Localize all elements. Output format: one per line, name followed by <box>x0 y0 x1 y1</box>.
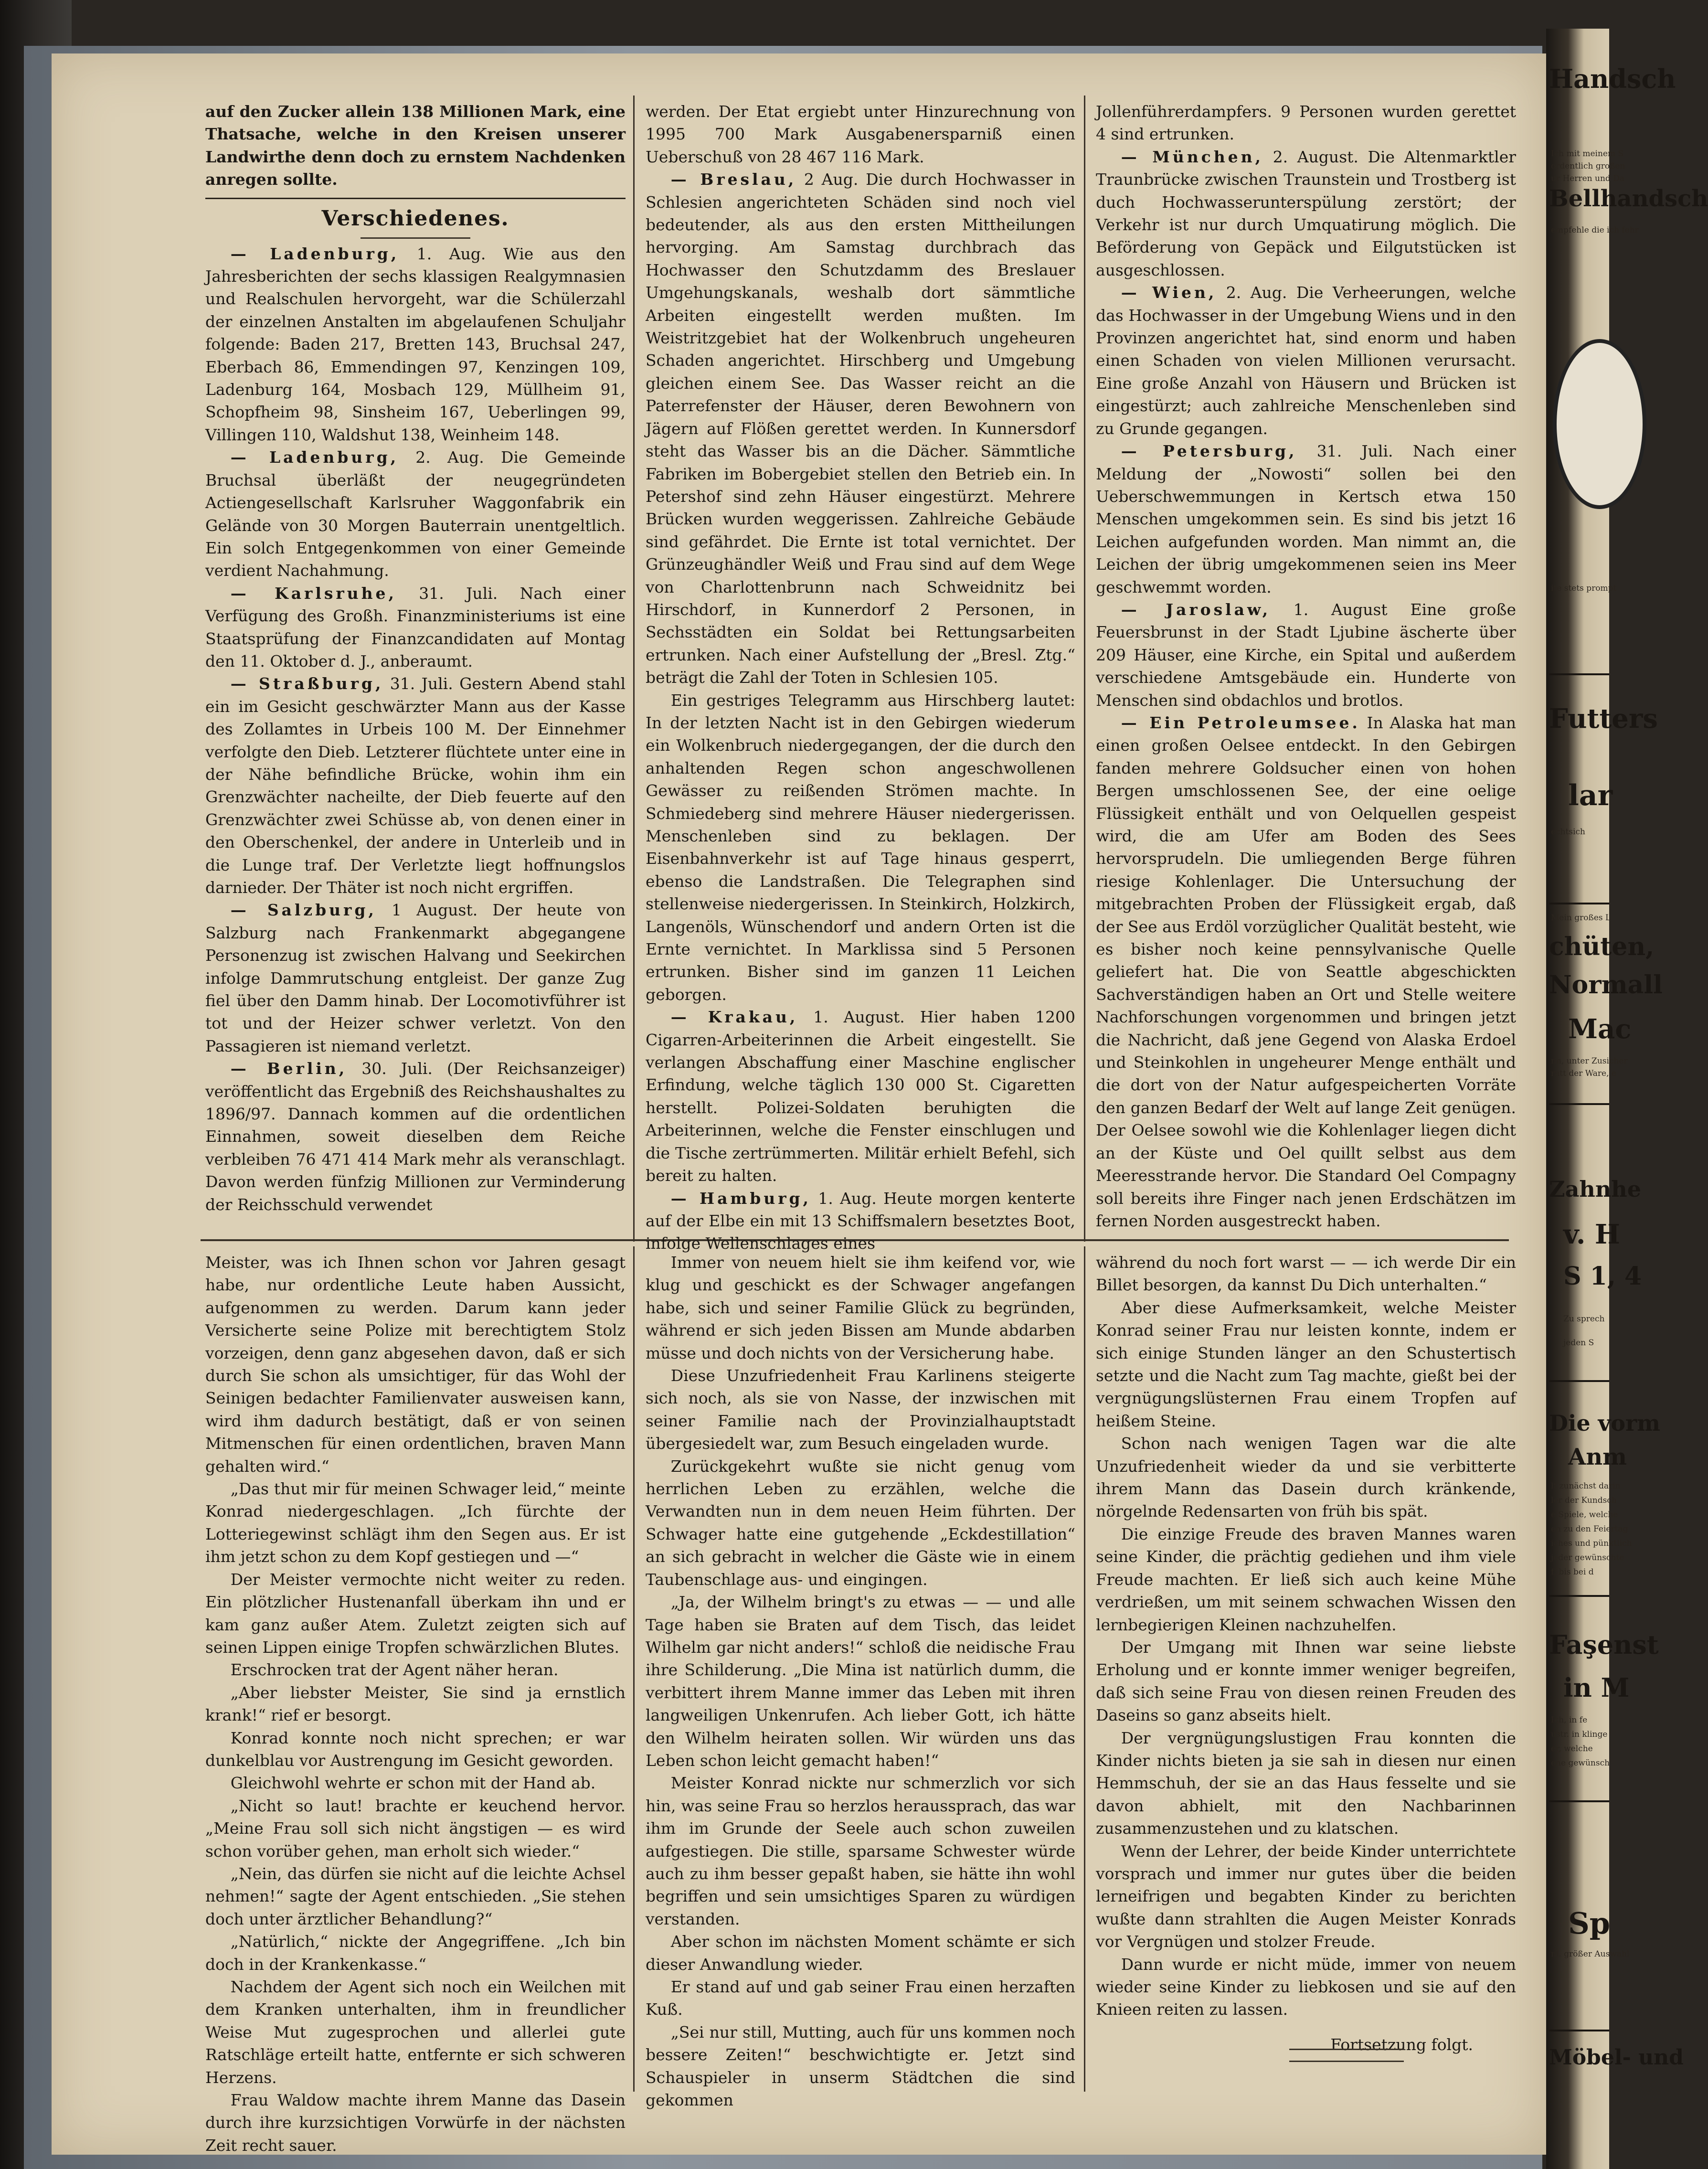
ad-heading: Sp <box>1568 1906 1611 1941</box>
dateline: — München, <box>1121 147 1263 166</box>
paragraph <box>646 168 1075 689</box>
story-column-3 <box>1096 1251 1516 2092</box>
paragraph-text: Jollenführerdampfers. 9 Personen wurden gerettet 4 sind ertrunken. <box>1096 102 1516 144</box>
paragraph-text: 1. Aug. Heute morgen kenterte auf der Elbe ein mit 13 Schiffsmalern besetztes Boot, infolge Wellenschlages eines <box>646 1189 1075 1253</box>
paragraph-text: Aber diese Aufmerksamkeit, welche Meister Konrad seiner Frau nur leisten konnte, indem er sich einige Stunden länger an den Schustertisch setzte und die Nacht zum Tag machte, gießt bei der vergnügungslüsternen Frau einem Tropfen auf heißem Steine. <box>1096 1298 1516 1430</box>
news-column-2 <box>646 100 1075 1253</box>
paragraph <box>1096 1432 1516 1523</box>
ad-text: jeden S <box>1563 1338 1594 1348</box>
paragraph-text: während du noch fort warst — — ich werde Dir ein Billet besorgen, da kannst Du Dich unterhalten.“ <box>1096 1253 1516 1295</box>
paragraph-text: Frau Waldow machte ihrem Manne das Dasein durch ihre kurzsichtigen Vorwürfe in der nächsten Zeit recht sauer. <box>205 2091 626 2155</box>
ad-heading: Mac <box>1568 1013 1632 1045</box>
ad-heading: Futters <box>1549 703 1658 734</box>
paragraph <box>205 1251 626 1478</box>
ad-text: Zu sprech <box>1563 1314 1605 1324</box>
story-column-1 <box>205 1251 626 2155</box>
paragraph <box>646 1251 1075 1364</box>
paragraph-text: Konrad konnte noch nicht sprechen; er war dunkelblau vor Austrengung im Gesicht geworden. <box>205 1728 626 1770</box>
ad-text: ustr. in klinge <box>1551 1730 1608 1739</box>
paragraph <box>205 446 626 582</box>
paragraph-text: „Sei nur still, Mutting, auch für uns kommen noch bessere Zeiten!“ beschwichtigte er. Jetzt sind Schauspieler in unserm Städtchen die sind gekommen <box>646 2022 1075 2110</box>
paragraph-text: 2 Aug. Die durch Hochwasser in Schlesien angerichteten Schäden sind noch viel bedeutender, als aus den ersten Mittheilungen hervorging. Am Samstag durchbrach das Hochwasser den Schutzdamm des Breslauer Umgehungskanals, weshalb dort sämmtliche Arbeiten eingestellt werden mußten. Im Weistritzgebiet hat der Wolkenbruch ungeheuren Schaden angerichtet. Hirschberg und Umgebung gleichen einem See. Das Wasser reicht an die Paterrefenster der Häuser, deren Bewohnern von Jägern auf Flößen gerettet werden. In Kunnersdorf steht das Wasser bis an die Dächer. Sämmtliche Fabriken im Bobergebiet stellen den Betrieb ein. In Petershof sind zehn Häuser eingestürzt. Mehrere Brücken wurden weggerissen. Zahlreiche Gebäude sind gefährdet. Die Ernte ist total vernichtet. Der Grünzeughändler Weiß und Frau sind auf dem Wege von Charlottenbrunn nach Schweidnitz bei Hirschdorf, in Kunnerdorf 2 Personen, in Sechsstädten ein Soldat bei Rettungsarbeiten ertrunken. Nach einer Aufstellung der „Bresl. Ztg.“ beträgt die Zahl der Toten in Schlesien 105. <box>646 170 1075 687</box>
paragraph <box>205 1568 626 1659</box>
section-title: Verschiedenes. <box>321 206 509 231</box>
paragraph-text: 2. August. Die Altenmarktler Traunbrücke zwischen Traunstein und Trostberg ist duch Hochwasserunterspülung zerstört; der Verkehr ist nur durch Umquatirung möglich. Die Beförderung von Gepäck und Eilgutstücken ist ausgeschlossen. <box>1096 147 1517 279</box>
ad-text: Mein großes L <box>1551 913 1611 923</box>
dateline: — Salzburg, <box>230 901 377 920</box>
paragraph-text: Zurückgekehrt wußte sie nicht genug vom herrlichen Leben zu erzählen, welche die Verwandten nun in dem neuen Heim führten. Der Schwager hatte eine gutgehende „Eckdestillation“ an sich gebracht in welcher die Gäste wie in einem Taubenschlage aus- und eingingen. <box>646 1457 1075 1589</box>
paragraph-text: „Natürlich,“ nickte der Angegriffene. „Ich bin doch in der Krankenkasse.“ <box>205 1932 626 1974</box>
ad-border <box>1549 1595 1609 1597</box>
paragraph <box>205 582 626 673</box>
paragraph-text: Der vergnügungslustigen Frau konnten die Kinder nichts bieten ja sie sah in diesen nur einen Hemmschuh, der sie an das Haus fesselte und sie davon abhielt, mit den Nachbarinnen zusammenzustehen und zu klatschen. <box>1096 1728 1516 1838</box>
ad-text: Ich, in fe <box>1551 1715 1588 1725</box>
ad-text: ni. größer Auswahl <box>1551 1949 1630 1959</box>
paragraph <box>1096 146 1516 281</box>
paragraph-text: 1 August. Der heute von Salzburg nach Frankenmarkt abgegangene Personenzug ist zwischen Halvang und Seekirchen infolge Dammrutschung entgleist. Der ganze Zug fiel über den Damm hinab. Der Locomotivführer ist tot und der Heizer schwer verletzt. Von den Passagieren ist niemand verletzt. <box>205 901 626 1055</box>
ad-text: en zu den Feiertag <box>1551 1524 1628 1534</box>
paragraph-text: auf den Zucker allein 138 Millionen Mark, eine Thatsache, welche in den Kreisen unserer Landwirthe denn doch zu ernstem Nachdenken anregen sollte. <box>205 102 626 189</box>
paragraph-text: „Aber liebster Meister, Sie sind ja ernstlich krank!“ rief er besorgt. <box>205 1683 626 1725</box>
dateline: — Ladenburg, <box>230 448 399 467</box>
section-rule <box>205 198 626 199</box>
news-column-3 <box>1096 100 1516 1237</box>
paragraph <box>1096 1727 1516 1840</box>
paragraph <box>646 1772 1075 1930</box>
paragraph-text: 2. Aug. Die Gemeinde Bruchsal überläßt der neugegründeten Actiengesellschaft Karlsruher Waggonfabrik ein Gelände von 30 Morgen Bauterrain unentgeltlich. Ein solch Entgegenkommen von einer Gemeinde verdient Nachahmung. <box>205 448 626 580</box>
ad-text: iches und pünktlich <box>1551 1539 1632 1548</box>
paragraph <box>1096 1636 1516 1727</box>
paragraph <box>646 1976 1075 2021</box>
paragraph <box>1096 1523 1516 1636</box>
adjacent-page-strip <box>1549 53 1708 2169</box>
paragraph <box>205 899 626 1057</box>
paragraph-text: 30. Juli. (Der Reichsanzeiger) veröffentlicht das Ergebniß des Reichshaushaltes zu 1896/97. Dannach kommen auf die ordentlichen Einnahmen, soweit dieselben dem Reiche verbleiben 76 471 414 Mark mehr als veranschlagt. Davon werden fünfzig Millionen zur Verminderung der Reichsschuld verwendet <box>205 1059 626 1214</box>
paragraph <box>205 1976 626 2089</box>
paragraph-text: 31. Juli. Nach einer Meldung der „Nowosti“ sollen bei den Ueberschwemmungen in Kertsch etwa 150 Menschen umgekommen sein. Es sind bis jetzt 16 Leichen aufgefunden worden. Man nimmt an, die Leichen der übrig umgekommenen seien ins Meer geschwemmt worden. <box>1096 442 1516 596</box>
ad-text: ler der Kundsch <box>1551 1496 1617 1505</box>
ad-border <box>1549 1103 1609 1105</box>
dateline: — Berlin, <box>230 1059 348 1078</box>
column-rule <box>633 96 635 1242</box>
paragraph-text: 2. Aug. Die Verheerungen, welche das Hochwasser in der Umgebung Wiens und in den Provinzen angerichtet hat, sind enorm und haben einen Schaden von vielen Millionen verursacht. Eine große Anzahl von Häusern und Brücken ist eingestürzt; auch zahlreiche Menschenleben sind zu Grunde gegangen. <box>1096 283 1516 438</box>
ad-text: ur Herren und Da <box>1551 174 1624 183</box>
paragraph-text: 1. Aug. Wie aus den Jahresberichten der sechs klassigen Realgymnasien und Realschulen hervorgeht, war die Schülerzahl der einzelnen Anstalten im abgelaufenen Schuljahr folgende: Baden 217, Bretten 143, Bruchsal 247, Eberbach 86, Emmendingen 97, Kenzingen 109, Ladenburg 164, Mosbach 129, Müllheim 91, Schopfheim 98, Sinsheim 167, Ueberlingen 99, Villingen 110, Waldshut 138, Weinheim 148. <box>205 244 626 444</box>
paragraph <box>1096 1297 1516 1432</box>
paragraph <box>1096 1840 1516 1953</box>
pocket-watch-icon <box>1553 339 1646 509</box>
paragraph <box>205 1930 626 1976</box>
dateline: — Karlsruhe, <box>230 584 397 603</box>
dateline: — Jaroslaw, <box>1121 600 1271 619</box>
end-ornament <box>1289 2049 1404 2062</box>
ad-heading: lar <box>1568 779 1613 812</box>
column-rule <box>633 1246 635 2092</box>
paragraph <box>646 1930 1075 1976</box>
paragraph-text: „Das thut mir für meinen Schwager leid,“ meinte Konrad niedergeschlagen. „Ich fürchte der Lotteriegewinst schlägt ihm den Segen aus. Er ist ihm jetzt schon zu dem Kopf gestiegen und —“ <box>205 1479 626 1566</box>
dateline: — Krakau, <box>670 1008 798 1027</box>
column-rule <box>1084 96 1085 1242</box>
paragraph <box>646 1591 1075 1772</box>
paragraph <box>646 2021 1075 2112</box>
ad-heading: Faşenst <box>1549 1629 1659 1660</box>
paragraph <box>205 243 626 447</box>
ad-border <box>1549 903 1609 904</box>
paragraph <box>1096 598 1516 712</box>
paragraph <box>1096 712 1516 1232</box>
paragraph-text: „Nein, das dürfen sie nicht auf die leichte Achsel nehmen!“ sagte der Agent entschieden. „Sie stehen doch unter ärztlicher Behandlung?“ <box>205 1864 626 1928</box>
paragraph <box>205 100 626 191</box>
paragraph-text: In Alaska hat man einen großen Oelsee entdeckt. In den Gebirgen fanden mehrere Goldsucher einen von hohen Bergen umschlossenen See, der eine oelige Flüssigkeit enthält und von Oelquellen gespeist wird, die am Ufer am Boden des Sees hervorsprudeln. Die umliegenden Berge führen riesige Kohlenlager. Die Untersuchung der mitgebrachten Proben der Flüssigkeit ergab, daß der See aus Erdöl vorzüglicher Qualität besteht, wie es bisher noch keine pennsylvanische Quelle geliefert hat. Die von Seattle abgeschickten Sachverständigen haben an Ort und Stelle weitere Nachforschungen vorgenommen und bringen jetzt die Nachricht, daß jene Gegend von Alaska Erdoel und Steinkohlen in ungeheurer Menge enthält und die dort von der Natur aufgespeicherten Vorräte den ganzen Bedarf der Welt auf lange Zeit genügen. Der Oelsee sowohl wie die Kohlenlager liegen dicht an der Küste und Oel quillt selbst aus dem Meeresstrande hervor. Die Standard Oel Compagny soll bereits ihre Finger nach jenen Erdschätzen im fernen Norden ausgestreckt haben. <box>1096 713 1516 1230</box>
paragraph <box>205 1727 626 1772</box>
paragraph-text: Aber schon im nächsten Moment schämte er sich dieser Anwandlung wieder. <box>646 1932 1075 1974</box>
ad-text: f, bis bei d <box>1551 1567 1594 1577</box>
ad-text: empfehle die ich fehr <box>1551 225 1639 235</box>
paragraph <box>646 1364 1075 1455</box>
paragraph <box>1096 281 1516 440</box>
paragraph-text: Die einzige Freude des braven Mannes waren seine Kinder, die prächtig gediehen und ihm viele Freude machten. Er ließ sich auch keine Mühe verdrießen, um mit seinem schwachen Wissen den lernbegierigen Kleinen nachzuhelfen. <box>1096 1524 1516 1634</box>
dateline: — Ein Petroleumsee. <box>1121 713 1360 732</box>
ad-heading: S 1, 4 <box>1563 1262 1642 1291</box>
paragraph-text: „Nicht so laut! brachte er keuchend hervor. „Meine Frau soll sich nicht ängstigen — es wird schon vorüber gehen, man erholt sich wieder.“ <box>205 1796 626 1861</box>
story-column-2 <box>646 1251 1075 2110</box>
dateline: — Hamburg, <box>670 1189 811 1208</box>
dateline: — Ladenburg, <box>230 244 400 263</box>
paragraph <box>205 672 626 899</box>
ad-heading: v. H <box>1563 1219 1620 1250</box>
paragraph <box>646 1006 1075 1187</box>
paragraph-text: Der Meister vermochte nicht weiter zu reden. Ein plötzlicher Hustenanfall überkam ihn und er kam ganz außer Atem. Zuletzt zeigten sich auf seinen Lippen einige Tropfen schwärzlichen Blutes. <box>205 1570 626 1657</box>
ad-heading: Die vorm <box>1549 1410 1660 1436</box>
paragraph <box>1096 1953 1516 2021</box>
ad-heading: Anm <box>1568 1444 1627 1470</box>
paragraph-text: Ein gestriges Telegramm aus Hirschberg lautet: In der letzten Nacht ist in den Gebirgen wiederum ein Wolkenbruch niedergegangen, der die durch den anhaltenden Regen schon angeschwollenen Gewässer zu reißenden Strömen machte. In Schmiedeberg sind mehrere Häuser niedergerissen. Menschenleben sind zu beklagen. Der Eisenbahnverkehr ist auf Tage hinaus gesperrt, ebenso die Landstraßen. Die Telegraphen sind stellenweise niedergerissen. In Steinkirch, Holzkirch, Langenöls, Wünschendorf und andern Orten ist die Ernte vernichtet. In Marklissa sind 5 Personen ertrunken. Bisher sind im ganzen 11 Leichen geborgen. <box>646 691 1075 1004</box>
ad-heading: chüten, <box>1549 932 1655 961</box>
ad-border <box>1549 673 1609 675</box>
paragraph-text: Erschrocken trat der Agent näher heran. <box>230 1660 559 1680</box>
ad-text: e Spiele, welche <box>1551 1510 1618 1520</box>
ad-text: echtsich <box>1551 827 1585 837</box>
ad-text: nn, unter Zusicher <box>1551 1056 1628 1066</box>
ad-text: ite stets prompt <box>1551 584 1617 593</box>
news-column-1 <box>205 100 626 1237</box>
ad-text: jeder gewünschte <box>1551 1553 1624 1563</box>
paragraph-text: 31. Juli. Nach einer Verfügung des Großh. Finanzministeriums ist eine Staatsprüfung der Finanzcandidaten auf Montag den 11. Oktober d. J., anberaumt. <box>205 584 626 670</box>
paragraph <box>1096 440 1516 598</box>
dateline: — Wien, <box>1121 283 1217 302</box>
paragraph-text: Meister, was ich Ihnen schon vor Jahren gesagt habe, nur ordentliche Leute haben Aussicht, aufgenommen zu werden. Darum kann jeder Versicherte seine Polize mit berechtigtem Stolz vorzeigen, denn ganz abgesehen davon, daß er sich durch Sie schon als umsichtiger, für das Wohl der Seinigen bedachter Familienvater ausweisen kann, wird ihm dadurch bestätigt, daß er von seinen Mitmenschen für einen ordentlichen, braven Mann gehalten wird.“ <box>205 1253 626 1476</box>
paragraph <box>205 1681 626 1727</box>
paragraph <box>646 1455 1075 1591</box>
paragraph-text: 31. Juli. Gestern Abend stahl ein im Gesicht geschwärzter Mann aus der Kasse des Zollamtes in Urbeis 100 M. Der Einnehmer verfolgte den Dieb. Letzterer flüchtete unter eine in der Nähe befindliche Brücke, wohin ihm ein Grenzwächter nacheilte, der Dieb feuerte auf den Grenzwächter zwei Schüsse ab, von denen einer in den Oberschenkel, der andere in Unterleib und in die Lunge traf. Der Verletzte liegt hoffnungslos darnieder. Der Thäter ist noch nicht ergriffen. <box>205 674 626 897</box>
ad-heading: Möbel- und <box>1549 2045 1684 2070</box>
paragraph <box>205 2089 626 2157</box>
paragraph-text: 1. August Eine große Feuersbrunst in der Stadt Ljubine äscherte über 209 Häuser, eine Kirche, ein Spital und außerdem verschiedene Amtsgebäude ein. Hunderte von Menschen sind obdachlos und brotlos. <box>1096 600 1516 710</box>
paragraph-text: Dann wurde er nicht müde, immer von neuem wieder seine Kinder zu liebkosen und sie auf den Knieen reiten zu lassen. <box>1096 1955 1516 2019</box>
dateline: — Straßburg, <box>230 674 384 693</box>
ad-text: lt zunächst darin <box>1551 1481 1621 1491</box>
ad-text: ratt der Ware, e <box>1551 1069 1616 1078</box>
paragraph <box>1096 100 1516 146</box>
ad-text: ene gewünsch <box>1551 1758 1610 1768</box>
paragraph <box>205 1795 626 1862</box>
paragraph-text: Nachdem der Agent sich noch ein Weilchen mit dem Kranken unterhalten, ihm in freundlicher Weise Mut zugesprochen und allerlei gute Ratschläge erteilt hatte, entfernte er sich schweren Herzens. <box>205 1978 626 2087</box>
paragraph-text: Gleichwohl wehrte er schon mit der Hand ab. <box>230 1774 596 1793</box>
ad-border <box>1549 1800 1609 1802</box>
paragraph <box>646 1187 1075 1255</box>
dateline: — Petersburg, <box>1121 442 1297 461</box>
column-rule <box>1084 1246 1085 2092</box>
paragraph-text: Er stand auf und gab seiner Frau einen herzaften Kuß. <box>646 1978 1075 2019</box>
paragraph <box>205 1057 626 1216</box>
paragraph-text: Der Umgang mit Ihnen war seine liebste Erholung und er konnte immer weniger begreifen, daß sich seine Frau von diesen reinen Freuden des Daseins so ganz abseits hielt. <box>1096 1637 1516 1725</box>
ad-heading: in M <box>1563 1672 1630 1703</box>
ad-heading: Zahnhe <box>1549 1176 1641 1202</box>
paragraph <box>205 1772 626 1794</box>
paragraph <box>646 100 1075 168</box>
ad-text: Ich mit meinem S <box>1551 149 1624 159</box>
title-rule <box>361 237 470 239</box>
paragraph-text: Meister Konrad nickte nur schmerzlich vor sich hin, was seine Frau so herzlos heraussprach, das war ihm im Grunde der Seele auch schon zuweilen aufgestiegen. Die stille, sparsame Schwester würde auch zu ihm besser gepaßt haben, sie hätte ihn wohl begriffen und sein umsichtiges Sparen zu würdigen verstanden. <box>646 1774 1075 1928</box>
paragraph <box>205 1659 626 1681</box>
ad-heading: Normall <box>1549 970 1663 999</box>
paragraph-text: werden. Der Etat ergiebt unter Hinzurechnung von 1995 700 Mark Ausgabenersparniß einen Ueberschuß von 28 467 116 Mark. <box>646 102 1075 166</box>
ad-text: ordentlich großen <box>1551 161 1625 171</box>
paragraph <box>205 1862 626 1930</box>
ad-border <box>1549 1380 1609 1382</box>
paragraph-text: 1. August. Hier haben 1200 Cigarren-Arbeiterinnen die Arbeit eingestellt. Sie verlangen Abschaffung einer Maschine englischer Erfindung, welche täglich 130 000 St. Cigaretten herstellt. Polizei-Soldaten beruhigten die Arbeiterinnen, welche die Fenster einschlugen und die Tische zertrümmerten. Militär erhielt Befehl, sich bereit zu halten. <box>646 1008 1075 1185</box>
paragraph-text: „Ja, der Wilhelm bringt's zu etwas — — und alle Tage haben sie Braten auf dem Tisch, das leidet Wilhelm gar nicht anders!“ schloß die neidische Frau ihre Schilderung. „Die Mina ist natürlich dumm, die verbittert ihrem Manne immer das Leben mit ihren langweiligen Unkenrufen. Ach lieber Gott, ich hätte den Wilhelm heiraten sollen. Wir würden uns das Leben schon leicht gemacht haben!“ <box>646 1593 1075 1770</box>
dateline: — Breslau, <box>670 170 797 189</box>
ad-heading: Bellhandsch <box>1549 185 1708 212</box>
paragraph <box>205 1478 626 1568</box>
paragraph-text: Schon nach wenigen Tagen war die alte Unzufriedenheit wieder da und sie verbitterte ihrem Mann das Dasein durch kränkende, nörgelnde Redensarten von früh bis spät. <box>1096 1434 1516 1521</box>
paragraph-text: Diese Unzufriedenheit Frau Karlinens steigerte sich noch, als sie von Nasse, der inzwischen mit seiner Familie nach der Provinzialhauptstadt übergesiedelt war, zum Besuch eingeladen wurde. <box>646 1366 1075 1453</box>
paragraph <box>646 689 1075 1006</box>
ad-text: er, welche <box>1551 1744 1593 1754</box>
ad-border <box>1549 2030 1609 2031</box>
ad-heading: Handsch <box>1549 64 1676 94</box>
paragraph-text: Wenn der Lehrer, der beide Kinder unterrichtete vorsprach und immer nur gutes über die beiden lerneifrigen und begabten Kinder zu berichten wußte dann strahlten die Augen Meister Konrads vor Vergnügen und stolzer Freude. <box>1096 1841 1516 1951</box>
paragraph <box>1096 1251 1516 1297</box>
paragraph-text: Immer von neuem hielt sie ihm keifend vor, wie klug und geschickt es der Schwager angefangen habe, sich und seiner Familie Glück zu begründen, während er sich jeden Bissen am Munde abdarben müsse und doch nichts von der Versicherung habe. <box>646 1253 1075 1362</box>
continued-notice: Fortsetzung folgt. <box>1330 2035 1473 2054</box>
